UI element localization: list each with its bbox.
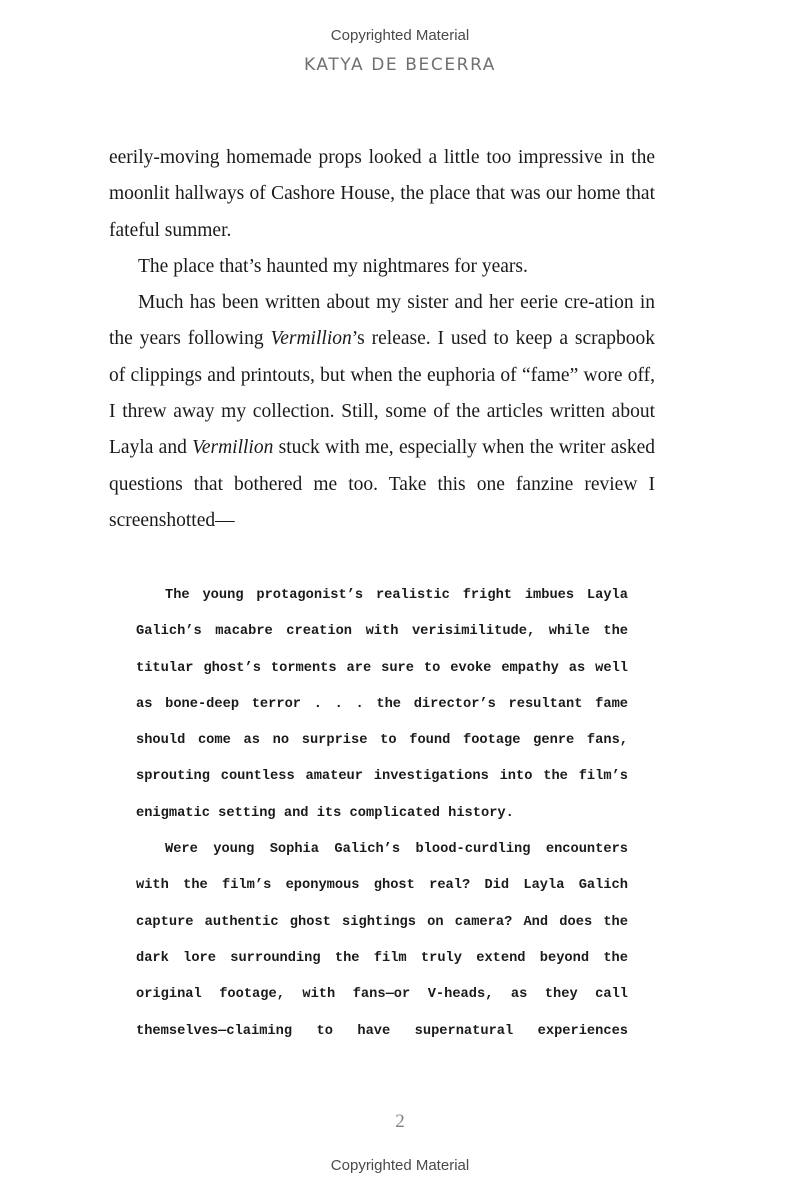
- film-title-italic: Vermillion: [192, 437, 274, 459]
- quote-paragraph-2: Were young Sophia Galich’s blood-curdling encounters with the film’s eponymous ghost real? Did Layla Galich capture authentic ghost sightings on camera? And does the dark lore surrounding the film truly extend beyond the original footage, with fans—or V-heads, as they call themselves—claiming to have supernatural experiences: [136, 842, 628, 1039]
- running-head-author: KATYA DE BECERRA: [303, 55, 497, 75]
- paragraph-1: eerily-moving homemade props looked a little too impressive in the moonlit hallways of Cashore House, the place that was our home that fateful summer.: [109, 147, 655, 241]
- paragraph-3-text-a: Much has been written about my sister and her eerie cre-ation in the years following: [109, 292, 655, 350]
- paragraph-3-text-b: ’s release. I used to keep a scrapbook of clippings and printouts, but when the euphoria of “fame” wore off, I threw away my collection. Still, some of the articles written about Layla and: [109, 328, 656, 459]
- paragraph-3: [109, 285, 655, 539]
- quote-paragraph-1: The young protagonist’s realistic fright imbues Layla Galich’s macabre creation with verisimilitude, while the titular ghost’s torments are sure to evoke empathy as well as bone-deep terror . . . the director’s resultant fame should come as no surprise to found footage genre fans, sprouting countless amateur investigations into the film’s enigmatic setting and its complicated history.: [136, 588, 628, 821]
- film-title-italic: Vermillion: [270, 328, 352, 350]
- watermark-bottom: Copyrighted Material: [330, 1157, 470, 1174]
- fanzine-review-quote: [136, 578, 628, 1050]
- paragraph-2: The place that’s haunted my nightmares for years.: [138, 255, 528, 277]
- page-number: 2: [395, 1111, 405, 1132]
- watermark-top: Copyrighted Material: [330, 27, 470, 44]
- paragraph-3-text-c: stuck with me, especially when the writer asked questions that bothered me too. Take this one fanzine review I screenshotted—: [109, 437, 656, 531]
- body-text: [109, 140, 655, 539]
